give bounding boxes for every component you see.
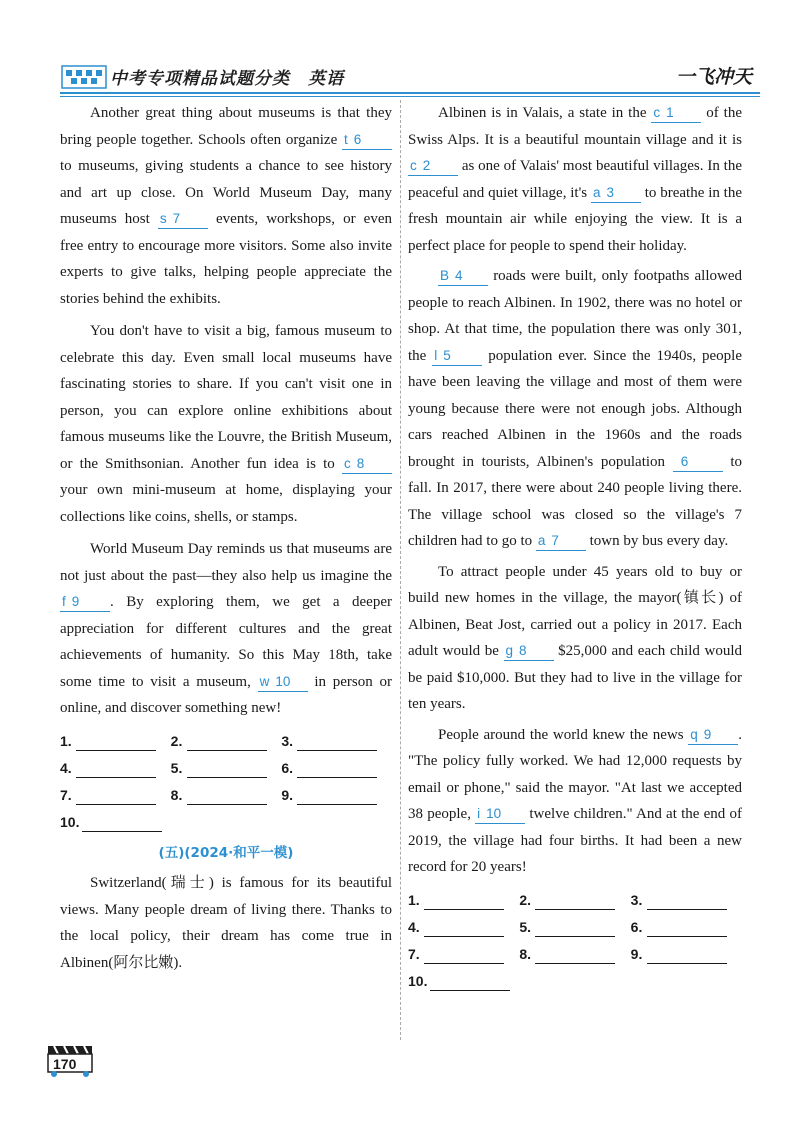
answer-slot[interactable]: 9.: [281, 782, 392, 809]
brand-logo: 一飞冲天: [675, 66, 752, 88]
answer-slot[interactable]: 3.: [281, 728, 392, 755]
header-title: 中考专项精品试题分类 英语: [110, 69, 344, 89]
answer-slot[interactable]: 2.: [171, 728, 282, 755]
section-title: (五)(2024·和平一模): [158, 844, 294, 861]
right-column: [408, 100, 742, 995]
answer-slot[interactable]: 7.: [408, 941, 519, 968]
blank-8[interactable]: g 8: [504, 642, 554, 661]
left-paragraph-2: You don't have to visit a big, famous museum to celebrate this day. Even small local museums have fascinating stories to share. If you can't visit one in person, you can explore online exhibitions about famous museums like the Louvre, the British Museum, or the Smithsonian. Another fun idea is to c 8 your own mini-museum at home, displaying your collections like coins, shells, or stamps.: [60, 323, 392, 525]
answer-slot[interactable]: 1.: [60, 728, 171, 755]
right-paragraph-3: To attract people under 45 years old to buy or build new homes in the village, the mayor(镇长) of Albinen, Beat Jost, carried out a policy in 2017. Each adult would be g 8 $25,000 and each child would be paid $10,000. But they had to live in the village for ten years.: [408, 563, 742, 712]
blank-7[interactable]: s 7: [158, 210, 208, 229]
blank-7[interactable]: a 7: [536, 532, 586, 551]
right-paragraph-4: People around the world knew the news q 9 . "The policy fully worked. We had 12,000 requests by email or phone," said the mayor. "At last we accepted 38 people, i 10 twelve children." And at the end of 2019, the village had four births. It had been a new record for 20 years!: [408, 726, 743, 875]
answer-slot[interactable]: 10.: [60, 809, 172, 836]
header-rule-thin: [60, 96, 760, 97]
blank-4[interactable]: B 4: [438, 267, 488, 286]
blank-6[interactable]: 6: [673, 453, 723, 472]
page-header: [60, 58, 760, 94]
header-rule: [60, 92, 760, 94]
blank-6[interactable]: t 6: [342, 131, 392, 150]
column-divider: [400, 100, 401, 1040]
answer-slot[interactable]: 3.: [631, 887, 742, 914]
left-paragraph-1: Another great thing about museums is that they bring people together. Schools often organize t 6 to museums, giving students a chance to see history and art up close. On World Museum Day, many museums host s 7 events, workshops, or even free entry to encourage more visitors. Some also invite experts to give talks, helping people appreciate the stories behind the exhibits.: [60, 105, 392, 307]
answer-slot[interactable]: 7.: [60, 782, 171, 809]
blank-3[interactable]: a 3: [591, 184, 641, 203]
answer-slot[interactable]: 5.: [519, 914, 630, 941]
left-paragraph-4: Switzerland(瑞士) is famous for its beautiful views. Many people dream of living there. Thanks to the local policy, their dream has come true in Albinen(阿尔比嫩).: [60, 875, 392, 971]
blank-1[interactable]: c 1: [651, 104, 701, 123]
right-answer-grid: [408, 887, 742, 995]
page-number: 170: [53, 1056, 77, 1072]
right-paragraph-1: Albinen is in Valais, a state in the c 1 of the Swiss Alps. It is a beautiful mountain village and it is c 2 as one of Valais' most beautiful villages. In the peaceful and quiet village, it's a 3 to breathe in the fresh mountain air while enjoying the view. It is a perfect place for people to spend their holiday.: [408, 105, 742, 254]
answer-slot[interactable]: 8.: [519, 941, 630, 968]
blank-10[interactable]: w 10: [258, 673, 308, 692]
left-column: [60, 100, 392, 976]
blank-2[interactable]: c 2: [408, 157, 458, 176]
answer-slot[interactable]: 4.: [408, 914, 519, 941]
blank-5[interactable]: l 5: [432, 347, 482, 366]
answer-slot[interactable]: 9.: [631, 941, 742, 968]
answer-slot[interactable]: 5.: [171, 755, 282, 782]
answer-slot[interactable]: 10.: [408, 968, 520, 995]
answer-slot[interactable]: 6.: [631, 914, 742, 941]
film-strip-icon: [60, 58, 108, 92]
blank-8[interactable]: c 8: [342, 455, 392, 474]
answer-slot[interactable]: 4.: [60, 755, 171, 782]
blank-10[interactable]: i 10: [475, 805, 525, 824]
answer-slot[interactable]: 6.: [281, 755, 392, 782]
blank-9[interactable]: q 9: [688, 726, 738, 745]
left-answer-grid: [60, 728, 392, 836]
answer-slot[interactable]: 2.: [519, 887, 630, 914]
blank-9[interactable]: f 9: [60, 593, 110, 612]
answer-slot[interactable]: 8.: [171, 782, 282, 809]
right-paragraph-2: B 4 roads were built, only footpaths allowed people to reach Albinen. In 1902, there was no hotel or shop. At that time, the population there was only 301, the l 5 population ever. Since the 1940s, people have been leaving the village and most of them were young because there were not enough jobs. Although cars reached Albinen in the 1960s and the roads brought in tourists, Albinen's population 6 to fall. In 2017, there were about 240 people living there. The village school was closed so the village's 7 children had to go to a 7 town by bus every day.: [408, 268, 743, 549]
answer-slot[interactable]: 1.: [408, 887, 519, 914]
left-paragraph-3: World Museum Day reminds us that museums are not just about the past—they also help us imagine the f 9 . By exploring them, we get a deeper appreciation for different cultures and the great achievements of humanity. So this May 18th, take some time to visit a museum, w 10 in person or online, and discover something new!: [60, 541, 393, 716]
